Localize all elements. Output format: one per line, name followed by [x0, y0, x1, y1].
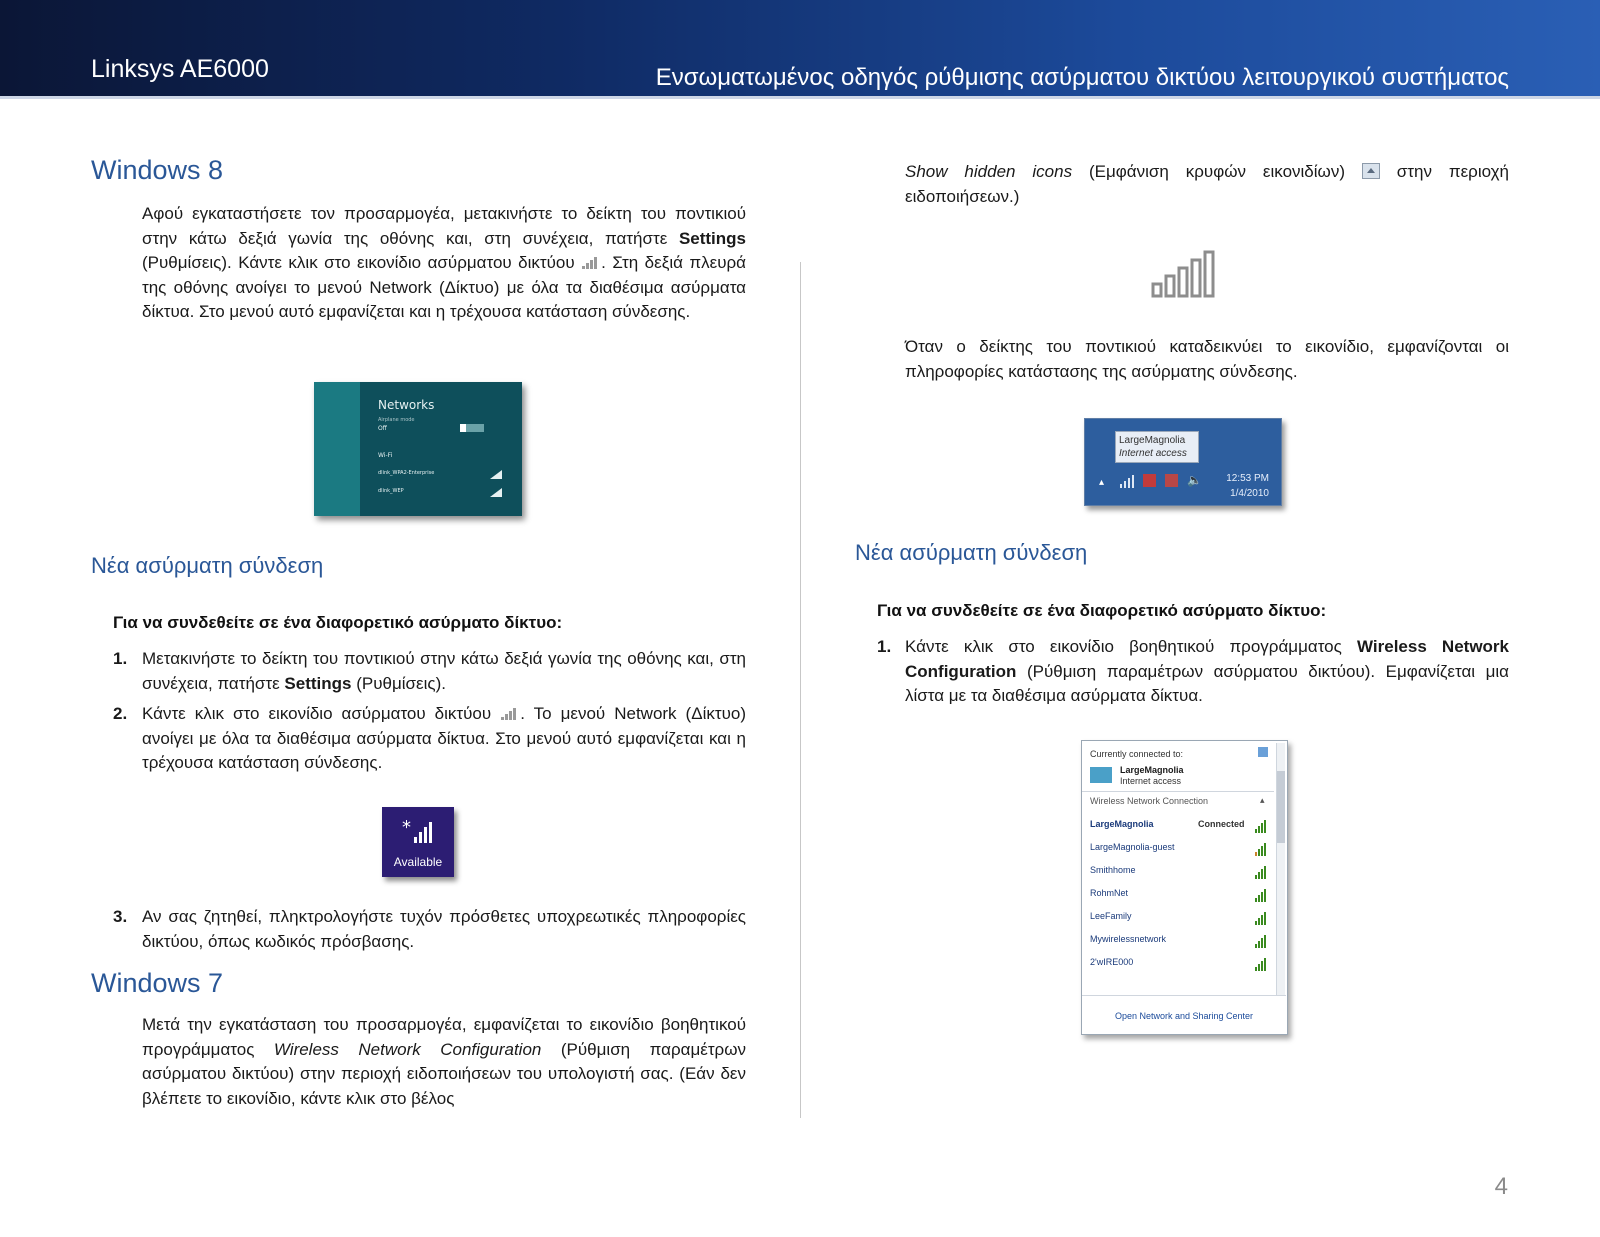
network-row: LeeFamily [1090, 911, 1270, 925]
network-item: dlink_WEP [378, 488, 404, 494]
tray-flag-icon [1143, 474, 1156, 487]
airplane-toggle [460, 424, 484, 432]
currently-connected-label: Currently connected to: [1090, 749, 1184, 759]
signal-icon [1254, 912, 1266, 925]
signal-icon [1254, 935, 1266, 948]
available-tile-screenshot [382, 807, 454, 877]
windows8-heading: Windows 8 [91, 155, 224, 185]
signal-bars-icon [500, 706, 520, 721]
signal-icon [1254, 866, 1266, 879]
settings-term: Settings [678, 228, 746, 248]
current-network-name: LargeMagnolia [1120, 765, 1184, 775]
step-2-text: Κάντε κλικ στο εικονίδιο ασύρματου δικτύου . Το μενού Network (Δίκτυο) ανοίγει με όλα τα διαθέσιμα ασύρματα δίκτυα. Στο μενού αυτό εμφανίζεται και η τρέχουσα κατάσταση σύνδεσης. [142, 704, 746, 772]
airplane-mode-value: Off [378, 425, 387, 432]
signal-bars-icon [581, 255, 601, 270]
connect-subheading: Για να συνδεθείτε σε ένα διαφορετικό ασύρματο δίκτυο: [113, 613, 563, 632]
page-number: 4 [1494, 1173, 1508, 1200]
document-title: Ενσωματωμένος οδηγός ρύθμισης ασύρματου δικτύου λειτουργικού συστήματος [655, 64, 1509, 91]
section-header: Wireless Network Connection [1090, 796, 1209, 806]
network-row: 2'wIRE000 [1090, 957, 1270, 971]
step-1-text: Μετακινήστε το δείκτη του ποντικιού στην κάτω δεξιά γωνία της οθόνης και, στη συνέχεια, πατήστε Settings (Ρυθμίσεις). [142, 649, 746, 693]
show-hidden-icons-icon [1362, 163, 1380, 179]
open-network-center-link: Open Network and Sharing Center [1114, 1011, 1254, 1021]
tooltip-network-name: LargeMagnolia [1119, 435, 1186, 446]
connect-subheading-right: Για να συνδεθείτε σε ένα διαφορετικό ασύρματο δίκτυο: [877, 601, 1327, 620]
signal-icon [1254, 958, 1266, 971]
windows8-intro: Αφού εγκαταστήσετε τον προσαρμογέα, μετακινήστε το δείκτη του ποντικιού στην κάτω δεξιά γωνία της οθόνης και, στη συνέχεια, πατήστε Settings (Ρυθμίσεις). Κάντε κλικ στο εικονίδιο ασύρματου δικτύου . Στη δεξιά πλευρά της οθόνης ανοίγει το μενού Network (Δίκτυο) με όλα τα διαθέσιμα ασύρματα δίκτυα. Στο μενού αυτό εμφανίζεται και η τρέχουσα κατάσταση σύνδεσης. [142, 204, 746, 321]
network-row: Smithhome [1090, 865, 1270, 879]
wifi-label: Wi-Fi [378, 452, 393, 459]
network-icon [1090, 767, 1112, 783]
signal-icon [1254, 843, 1266, 856]
network-row: LargeMagnolia-guest [1090, 842, 1270, 856]
signal-icon [1254, 820, 1266, 833]
step-number: 3. [113, 907, 128, 926]
new-connection-heading: Νέα ασύρματη σύνδεση [91, 553, 324, 578]
available-label: Available [393, 855, 443, 869]
tray-arrow-icon: ▴ [1099, 477, 1105, 488]
tray-security-icon [1165, 474, 1178, 487]
page-header [0, 0, 1600, 99]
windows7-intro-continued: Show hidden icons (Εμφάνιση κρυφών εικονιδίων) στην περιοχή ειδοποιήσεων.) [905, 162, 1509, 206]
separator [1082, 791, 1274, 792]
svg-text:*: * [402, 817, 411, 838]
network-item: dlink_WPA2-Enterprise [378, 470, 435, 476]
step-3-text: Αν σας ζητηθεί, πληκτρολογήστε τυχόν πρόσθετες υποχρεωτικές πληροφορίες δικτύου, όπως κωδικός πρόσβασης. [142, 907, 746, 951]
right-step-1-text: Κάντε κλικ στο εικονίδιο βοηθητικού προγράμματος Wireless Network Configuration (Ρύθμιση παραμέτρων ασύρματου δικτύου). Εμφανίζεται μια λίστα με τα διαθέσιμα ασύρματα δίκτυα. [905, 637, 1510, 705]
tray-volume-icon: 🔈 [1187, 473, 1202, 487]
windows7-intro: Μετά την εγκατάσταση του προσαρμογέα, εμφανίζεται το εικονίδιο βοηθητικού προγράμματος Wireless Network Configuration (Ρύθμιση παραμέτρων ασύρματου δικτύου) στην περιοχή ειδοποιήσεων του υπολογιστή σας. (Εάν δεν βλέπετε το εικονίδιο, κάντε κλικ στο βέλος [142, 1015, 746, 1108]
networks-title: Networks [378, 398, 435, 412]
wireless-signal-large-icon [1151, 250, 1215, 300]
separator [1082, 995, 1286, 996]
step-number: 1. [113, 649, 128, 668]
networks-pane [360, 382, 522, 516]
network-row: RohmNet [1090, 888, 1270, 902]
new-connection-heading-right: Νέα ασύρματη σύνδεση [855, 540, 1088, 565]
current-network-status: Internet access [1120, 776, 1182, 786]
scrollbar [1276, 743, 1285, 995]
tray-clock: 12:53 PM 1/4/2010 [1226, 473, 1269, 499]
network-row: Mywirelessnetwork [1090, 934, 1270, 948]
signal-icon [1254, 889, 1266, 902]
hover-status-text: Όταν ο δείκτης του ποντικιού καταδεικνύει το εικονίδιο, εμφανίζονται οι πληροφορίες κατάστασης της ασύρματης σύνδεσης. [905, 337, 1509, 381]
step-number: 1. [877, 637, 892, 656]
tray-signal-icon [1119, 475, 1135, 489]
status-tooltip [1115, 431, 1199, 463]
windows8-networks-screenshot [314, 382, 522, 516]
tooltip-status: Internet access [1119, 448, 1187, 459]
network-list-screenshot [1081, 740, 1288, 1035]
network-row: LargeMagnolia Connected [1090, 819, 1270, 833]
airplane-mode-label: Airplane mode [378, 417, 415, 423]
taskbar-tray-screenshot [1084, 418, 1282, 506]
windows7-heading: Windows 7 [91, 968, 224, 998]
signal-icon [490, 470, 502, 479]
signal-icon [490, 488, 502, 497]
step-number: 2. [113, 704, 128, 723]
product-name: Linksys AE6000 [91, 55, 269, 83]
column-divider [800, 262, 801, 1118]
refresh-icon [1258, 747, 1268, 757]
available-star-icon [400, 817, 436, 845]
collapse-icon: ▴ [1260, 795, 1265, 805]
